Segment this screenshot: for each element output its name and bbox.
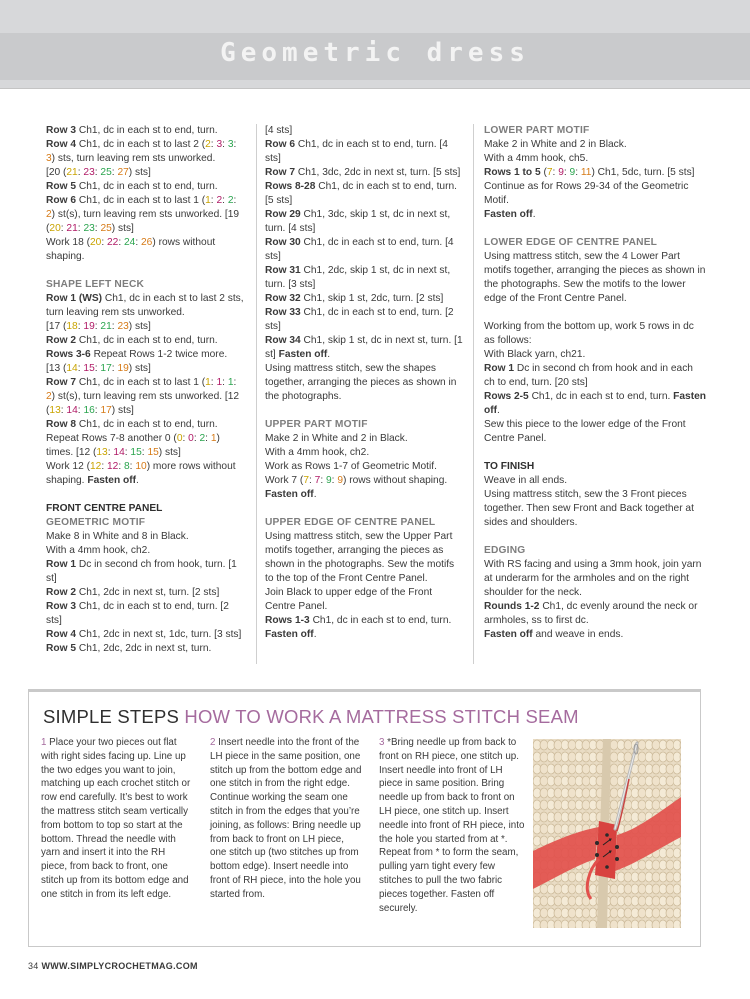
header-banner (0, 0, 750, 89)
section-heading: UPPER PART MOTIF (265, 419, 368, 430)
paragraph: Rows 8-28 Ch1, dc in each st to end, turn. [5 sts] (265, 181, 457, 206)
paragraph: Row 29 Ch1, 3dc, skip 1 st, dc in next st, turn. [4 sts] (265, 209, 451, 234)
paragraph: [13 (14: 15: 17: 19) sts] (46, 363, 151, 374)
column-2 (265, 124, 463, 642)
paragraph: Fasten off. (265, 489, 317, 500)
page-title: Geometric dress (220, 38, 530, 68)
paragraph: Sew this piece to the lower edge of the Front Centre Panel. (484, 419, 686, 444)
paragraph: Make 2 in White and 2 in Black. (265, 433, 408, 444)
section-heading: UPPER EDGE OF CENTRE PANEL (265, 517, 436, 528)
paragraph: Row 30 Ch1, dc in each st to end, turn. [4 sts] (265, 237, 454, 262)
step-2: 2 Insert needle into the front of the LH piece in the same position, one stitch up from the bottom edge and one stitch in from the right edge. Continue working the seam one stitch in from the edges that you’re joining, as follows: Bring needle up from back to front on LH piece, one stitch up (two stitches up from bottom edge). Insert needle into front of RH piece, into the hole you started from. (210, 737, 362, 900)
paragraph: Using mattress stitch, sew the 3 Front pieces together. Then sew Front and Back together at sides and shoulders. (484, 489, 694, 528)
paragraph: Row 5 Ch1, dc in each st to end, turn. (46, 181, 218, 192)
paragraph: Row 5 Ch1, 2dc, 2dc in next st, turn. (46, 643, 212, 654)
paragraph: Row 6 Ch1, dc in each st to end, turn. [4 sts] (265, 139, 448, 164)
paragraph: Row 3 Ch1, dc in each st to end, turn. (46, 125, 218, 136)
paragraph: Rows 2-5 Ch1, dc in each st to end, turn. Fasten off. (484, 391, 706, 416)
paragraph: With Black yarn, ch21. (484, 349, 586, 360)
paragraph: Row 4 Ch1, dc in each st to last 2 (2: 3: 3: 3) sts, turn leaving rem sts unworked. (46, 139, 237, 164)
paragraph: Join Black to upper edge of the Front Centre Panel. (265, 587, 433, 612)
paragraph: Rounds 1-2 Ch1, dc evenly around the neck or armholes, ss to first dc. (484, 601, 698, 626)
paragraph: [4 sts] (265, 125, 293, 136)
section-heading: FRONT CENTRE PANEL (46, 503, 163, 514)
paragraph: Make 8 in White and 8 in Black. (46, 531, 189, 542)
section-subheading: GEOMETRIC MOTIF (46, 517, 146, 528)
simple-steps-title: SIMPLE STEPS HOW TO WORK A MATTRESS STITCH SEAM (43, 706, 579, 727)
paragraph: Work 7 (7: 7: 9: 9) rows without shaping. (265, 475, 448, 486)
paragraph: Fasten off. (484, 209, 536, 220)
paragraph: Work as Rows 1-7 of Geometric Motif. (265, 461, 437, 472)
paragraph: Row 32 Ch1, skip 1 st, 2dc, turn. [2 sts] (265, 293, 444, 304)
paragraph: [17 (18: 19: 21: 23) sts] (46, 321, 151, 332)
paragraph: Rows 3-6 Repeat Rows 1-2 twice more. (46, 349, 228, 360)
paragraph: Row 1 (WS) Ch1, dc in each st to last 2 sts, turn leaving rem sts unworked. (46, 293, 244, 318)
mattress-stitch-photo (533, 739, 681, 928)
simple-steps-box (28, 689, 701, 947)
paragraph: Row 3 Ch1, dc in each st to end, turn. [2 sts] (46, 601, 229, 626)
paragraph: Continue as for Rows 29-34 of the Geometric Motif. (484, 181, 689, 206)
step-1: 1 Place your two pieces out flat with right sides facing up. Line up the two edges you want to join, matching up each crochet stitch or row end carefully. It’s best to work the mattress stitch seam vertically from bottom to top so start at the bottom. Thread the needle with yarn and insert it into the RH piece, from back to front, one stitch up from its bottom edge and one stitch in from its left edge. (41, 737, 191, 900)
page-number: 34 (28, 961, 39, 971)
paragraph: Work 12 (12: 12: 8: 10) more rows without shaping. Fasten off. (46, 461, 236, 486)
column-divider (473, 124, 474, 664)
section-heading: LOWER PART MOTIF (484, 125, 590, 136)
column-1 (46, 124, 246, 656)
paragraph: Working from the bottom up, work 5 rows in dc as follows: (484, 321, 694, 346)
paragraph: Weave in all ends. (484, 475, 568, 486)
paragraph: Row 7 Ch1, dc in each st to last 1 (1: 1: 1: 2) st(s), turn leaving rem sts unworked. [12 (13: 14: 16: 17) sts] (46, 377, 240, 416)
paragraph: Row 1 Dc in second ch from hook and in each ch to end, turn. [20 sts] (484, 363, 693, 388)
paragraph: Rows 1 to 5 (7: 9: 9: 11) Ch1, 5dc, turn. [5 sts] (484, 167, 695, 178)
paragraph: With a 4mm hook, ch2. (46, 545, 151, 556)
section-heading: EDGING (484, 545, 526, 556)
paragraph: Using mattress stitch, sew the Upper Part motifs together, arranging the pieces as shown in the photographs. Sew the motifs to the top of the Front Centre Panel. (265, 531, 455, 584)
paragraph: [20 (21: 23: 25: 27) sts] (46, 167, 151, 178)
section-heading: SHAPE LEFT NECK (46, 279, 145, 290)
paragraph: Repeat Rows 7-8 another 0 (0: 0: 2: 1) times. [12 (13: 14: 15: 15) sts] (46, 433, 220, 458)
paragraph: With RS facing and using a 3mm hook, join yarn at underarm for the armholes and on the right shoulder for the neck. (484, 559, 702, 598)
paragraph: Work 18 (20: 22: 24: 26) rows without shaping. (46, 237, 216, 262)
step-3: 3 *Bring needle up from back to front on RH piece, one stitch up. Insert needle into front of LH piece in same position. Bring needle up from back to front on LH piece, one stitch up. Insert needle into front of RH piece, into the hole you started from at *. Repeat from * to form the seam, pulling yarn tight every few stitches to pull the two fabric pieces together. Fasten off securely. (379, 737, 525, 914)
paragraph: Row 6 Ch1, dc in each st to last 1 (1: 2: 2: 2) st(s), turn leaving rem sts unworked. [19 (20: 21: 23: 25) sts] (46, 195, 240, 234)
page-footer (28, 961, 198, 971)
paragraph: Row 4 Ch1, 2dc in next st, 1dc, turn. [3 sts] (46, 629, 242, 640)
paragraph: With a 4mm hook, ch2. (265, 447, 370, 458)
paragraph: Using mattress stitch, sew the 4 Lower Part motifs together, arranging the pieces as shown in the photographs. Sew the motifs to the lower edge of the Front Centre Panel. (484, 251, 706, 304)
paragraph: Fasten off and weave in ends. (484, 629, 624, 640)
paragraph: With a 4mm hook, ch5. (484, 153, 589, 164)
paragraph: Row 1 Dc in second ch from hook, turn. [1 st] (46, 559, 237, 584)
footer-site: WWW.SIMPLYCROCHETMAG.COM (41, 961, 198, 971)
paragraph: Row 2 Ch1, dc in each st to end, turn. (46, 335, 218, 346)
section-heading: TO FINISH (484, 461, 535, 472)
column-divider (256, 124, 257, 664)
paragraph: Row 33 Ch1, dc in each st to end, turn. [2 sts] (265, 307, 454, 332)
paragraph: Row 34 Ch1, skip 1 st, dc in next st, turn. [1 st] Fasten off. (265, 335, 463, 360)
section-heading: LOWER EDGE OF CENTRE PANEL (484, 237, 658, 248)
paragraph: Rows 1-3 Ch1, dc in each st to end, turn. Fasten off. (265, 615, 452, 640)
paragraph: Make 2 in White and 2 in Black. (484, 139, 627, 150)
paragraph: Using mattress stitch, sew the shapes together, arranging the pieces as shown in the photographs. (265, 363, 457, 402)
paragraph: Row 2 Ch1, 2dc in next st, turn. [2 sts] (46, 587, 220, 598)
paragraph: Row 31 Ch1, 2dc, skip 1 st, dc in next st, turn. [3 sts] (265, 265, 451, 290)
column-3 (484, 124, 706, 642)
paragraph: Row 7 Ch1, 3dc, 2dc in next st, turn. [5 sts] (265, 167, 461, 178)
paragraph: Row 8 Ch1, dc in each st to end, turn. (46, 419, 218, 430)
